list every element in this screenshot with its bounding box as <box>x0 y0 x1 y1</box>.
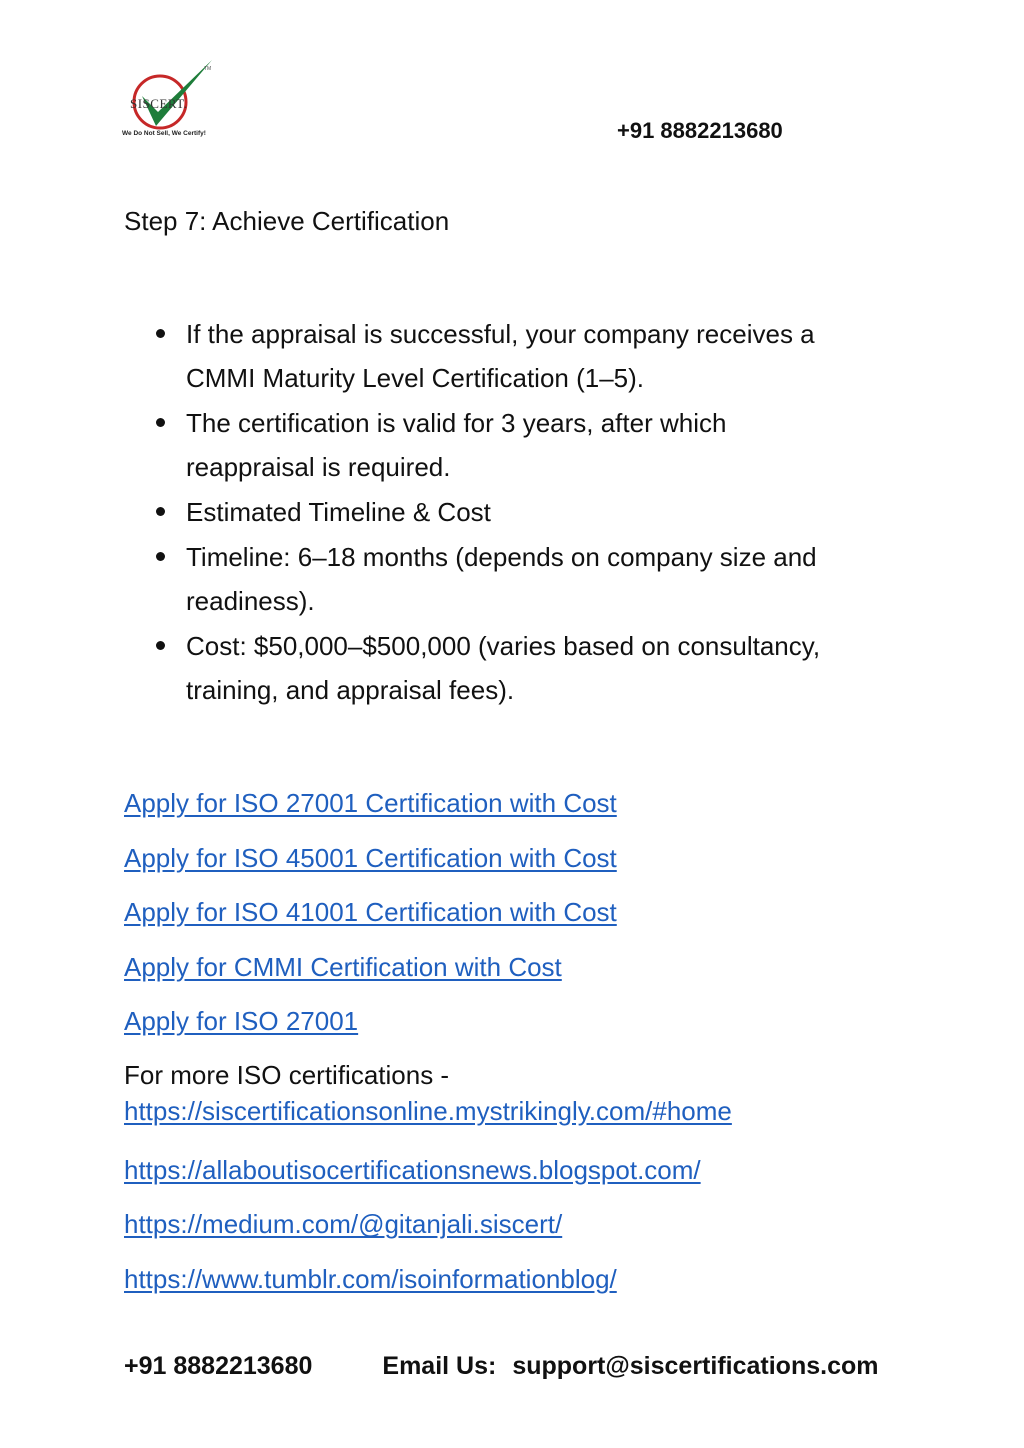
link-cmmi-cost[interactable]: Apply for CMMI Certification with Cost <box>124 951 562 982</box>
link-section <box>124 783 944 1311</box>
footer-email-label: Email Us: <box>382 1352 497 1380</box>
link-iso-27001[interactable]: Apply for ISO 27001 <box>124 1006 359 1037</box>
logo-wordmark: SISCERT. <box>130 96 188 111</box>
bullet-item: If the appraisal is successful, your company receives a CMMI Maturity Level Certification (1–5). <box>124 312 884 400</box>
footer-phone: +91 8882213680 <box>124 1352 313 1380</box>
link-mystrikingly[interactable]: https://siscertificationsonline.mystrikingly.com/#home <box>124 1095 732 1126</box>
bullet-item: The certification is valid for 3 years, after which reappraisal is required. <box>124 401 884 489</box>
bullet-dot-icon <box>156 641 165 650</box>
link-tumblr[interactable]: https://www.tumblr.com/isoinformationblog/ <box>124 1263 617 1294</box>
link-blogspot[interactable]: https://allaboutisocertificationsnews.blogspot.com/ <box>124 1154 701 1185</box>
bullet-item: Estimated Timeline & Cost <box>124 490 884 534</box>
more-links-list <box>124 1093 944 1311</box>
logo-tagline: We Do Not Sell, We Certify! <box>122 130 206 137</box>
bullet-item: Timeline: 6–18 months (depends on company size and readiness). <box>124 535 884 623</box>
footer-email[interactable]: support@siscertifications.com <box>512 1352 879 1380</box>
bullet-item: Cost: $50,000–$500,000 (varies based on consultancy, training, and appraisal fees). <box>124 624 884 712</box>
link-iso-41001-cost[interactable]: Apply for ISO 41001 Certification with Cost <box>124 897 617 928</box>
footer <box>124 1352 878 1381</box>
bullet-dot-icon <box>156 329 165 338</box>
link-medium[interactable]: https://medium.com/@gitanjali.siscert/ <box>124 1209 563 1240</box>
logo-trademark: TM <box>204 66 212 72</box>
more-certifications-label: For more ISO certifications - <box>124 1059 450 1090</box>
bullet-dot-icon <box>156 418 165 427</box>
bullet-dot-icon <box>156 507 165 516</box>
link-iso-45001-cost[interactable]: Apply for ISO 45001 Certification with Cost <box>124 842 617 873</box>
header-phone: +91 8882213680 <box>617 118 783 143</box>
link-iso-27001-cost[interactable]: Apply for ISO 27001 Certification with Cost <box>124 788 617 818</box>
bullet-dot-icon <box>156 552 165 561</box>
siscert-logo <box>120 56 220 142</box>
bullet-list <box>124 312 884 713</box>
step-heading: Step 7: Achieve Certification <box>124 206 450 236</box>
